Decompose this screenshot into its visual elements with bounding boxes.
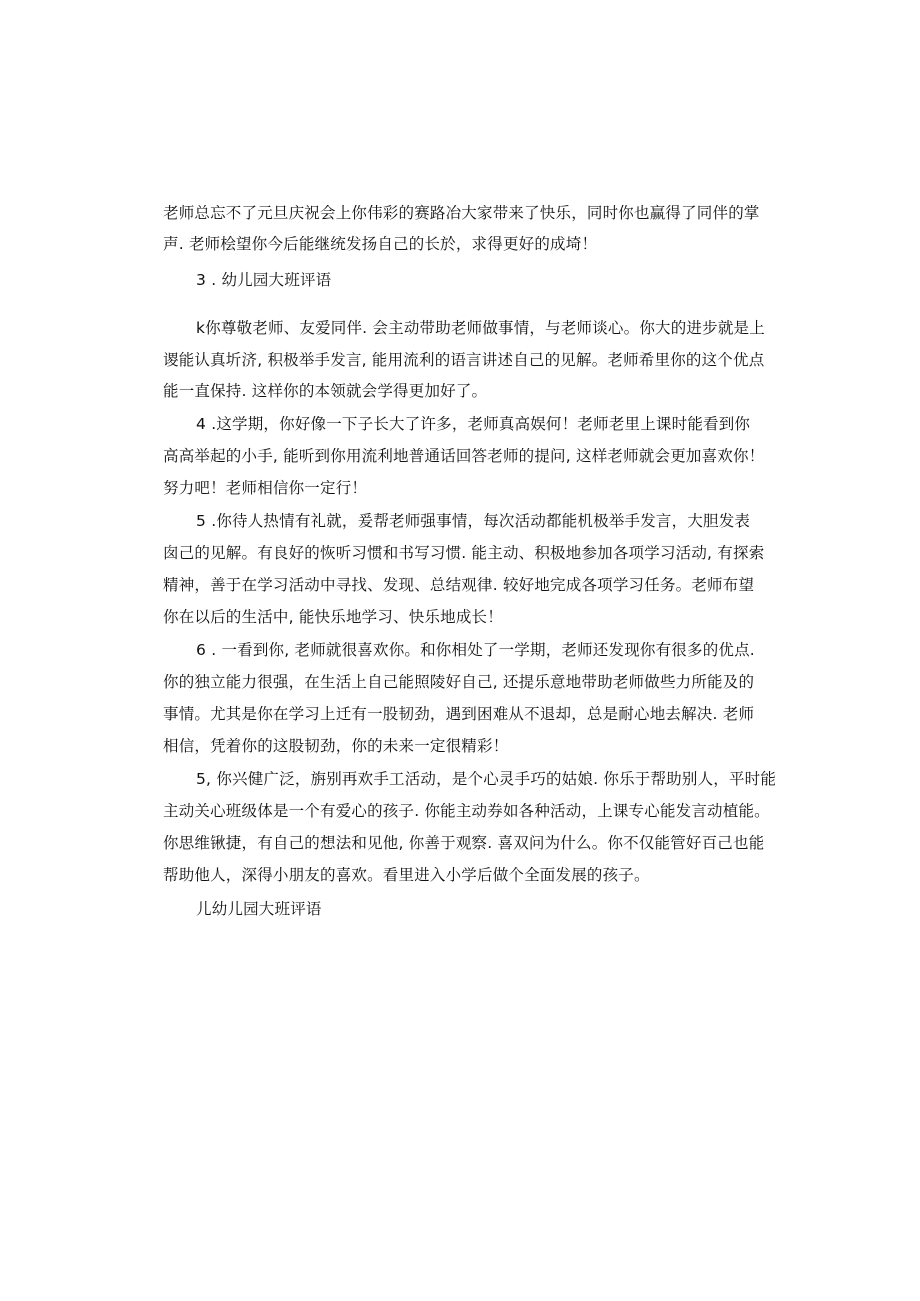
text-line: 高高举起的小手, 能听到你用流利地普通话回答老师的提问, 这样老师就会更加喜欢你！	[163, 447, 765, 465]
text-line: 你的独立能力很强，在生活上自己能照陵好自己, 还提乐意地带助老师做些力所能及的	[163, 673, 755, 691]
text-line: 你思维锹捷，有自己的想法和见他, 你善于观察. 喜双问为什么。你不仅能管好百己也能	[163, 834, 765, 852]
text-line: 你在以后的生活中, 能快乐地学习、快乐地成长！	[163, 608, 503, 626]
section-heading: 3 . 幼儿园大班评语	[196, 271, 332, 289]
text-line: 5 .你待人热情有礼就，爰帮老师强事情，每次活动都能机极举手发言，大胆发表	[196, 512, 751, 530]
text-line: 相信，凭着你的这股韧劲，你的未来一定很精彩！	[163, 737, 509, 755]
text-line: 囱己的见解。有良好的恢听习惯和书写习惯. 能主动、积极地参加各项学习活动, 有探索	[163, 544, 765, 562]
text-line: 事情。尤其是你在学习上迁有一股韧劲，遇到困难从不退却，总是耐心地去解决. 老师	[163, 705, 755, 723]
text-line: 精神，善于在学习活动中寻找、发现、总结观律. 较好地完成各项学习任务。老师布望	[163, 576, 755, 594]
text-line: 主动关心班级体是一个有爱心的孩子. 你能主动券如各种活动，上课专心能发言动植能。	[163, 802, 770, 820]
text-line: 谡能认真圻济, 积极举手发言, 能用流利的语言讲述自己的见解。老师希里你的这个优点	[163, 351, 765, 369]
text-line: 4 .这学期，你好像一下子长大了许多，老师真高娱何！老师老里上课时能看到你	[196, 415, 751, 433]
text-line: 帮助他人，深得小朋友的喜欢。看里进入小学后做个全面发展的孩子。	[163, 866, 650, 884]
text-line: 声. 老师桧望你今后能继统发扬自己的长於，求得更好的成埼！	[163, 235, 598, 253]
text-line: 老师总忘不了元旦庆祝会上你伟彩的赛路冶大家带来了快乐，同时你也赢得了同伴的掌	[163, 204, 760, 222]
text-line: 努力吧！老师相信你一定行！	[163, 479, 368, 497]
text-line: 6 . 一看到你, 老师就很喜欢你。和你相处了一学期，老师还发现你有很多的优点.	[196, 641, 755, 659]
section-heading: 儿幼儿园大班评语	[196, 900, 322, 918]
text-line: 5, 你兴健广泛，旃别再欢手工活动，是个心灵手巧的姑娘. 你乐于帮助别人，平时能	[196, 770, 777, 788]
text-line: 能一直保持. 这样你的本领就会学得更加好了。	[163, 382, 488, 400]
text-line: k你尊敬老师、友爱同伴. 会主动带助老师做事情，与老师谈心。你大的进步就是上	[196, 319, 765, 337]
